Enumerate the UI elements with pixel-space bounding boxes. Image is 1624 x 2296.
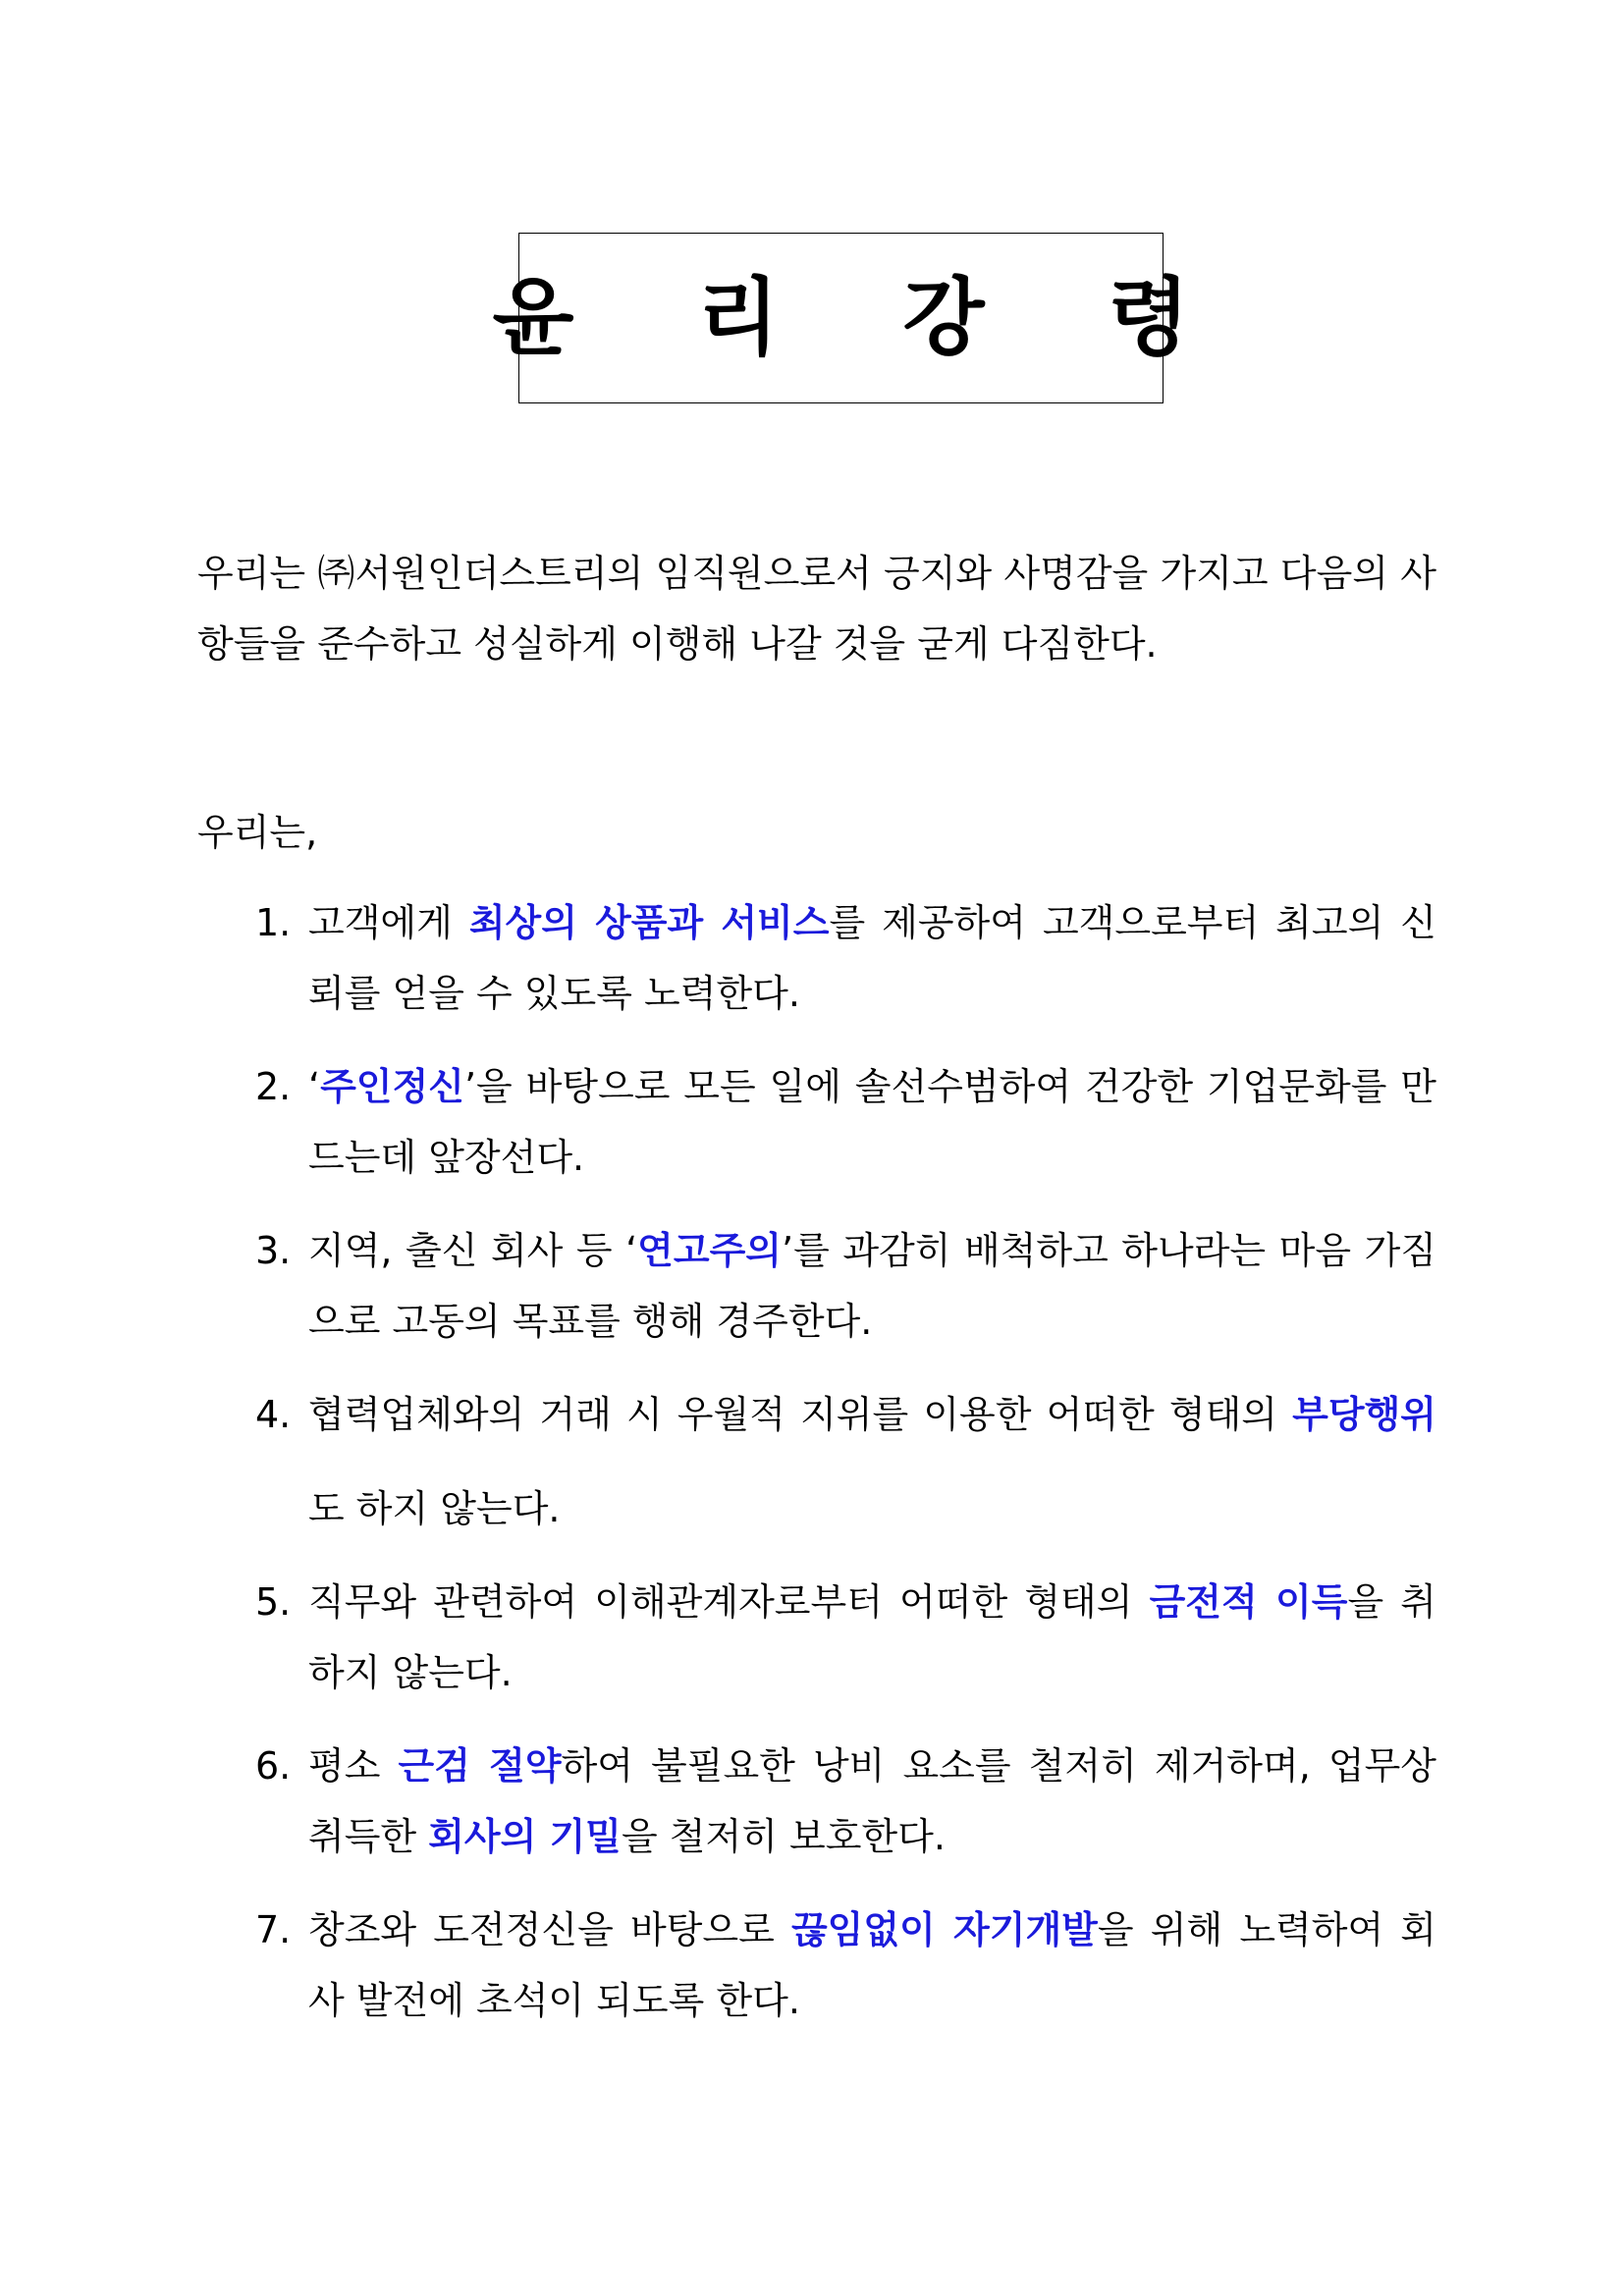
item-number: 3. xyxy=(255,1229,292,1272)
list-lead: 우리는, xyxy=(197,811,318,854)
item-number: 6. xyxy=(255,1744,292,1788)
item-number: 1. xyxy=(255,901,292,944)
item-highlight: 연고주의 xyxy=(637,1229,783,1272)
item-text: 지역, 출신 회사 등 ‘ xyxy=(308,1229,638,1272)
item-text: 창조와 도전정신을 바탕으로 xyxy=(308,1908,791,1951)
item-highlight: 최상의 상품과 서비스 xyxy=(468,901,830,944)
list-item xyxy=(255,1367,1436,1556)
item-highlight: 부당행위 xyxy=(1292,1393,1436,1436)
title-box xyxy=(492,233,1237,403)
item-text: ‘ xyxy=(308,1065,321,1108)
document-title: 윤 리 강 령 xyxy=(492,269,1237,367)
item-highlight: 끊임없이 자기개발 xyxy=(790,1908,1098,1951)
item-text: 하여 불필요한 낭비 요소를 철저히 제거하며, 업무상 취득한 xyxy=(308,1744,1436,1858)
item-highlight: 근검 절약 xyxy=(398,1744,562,1788)
list-item xyxy=(255,1895,1436,2036)
item-number: 4. xyxy=(255,1393,292,1436)
item-highlight: 금전적 이득 xyxy=(1149,1580,1348,1624)
list-item xyxy=(255,1051,1436,1193)
item-text: 을 위해 노력하여 회사 발전에 초석이 되도록 한다. xyxy=(308,1908,1436,2022)
item-text: 을 철저히 보호한다. xyxy=(622,1815,946,1858)
list-item xyxy=(255,1215,1436,1357)
ethics-list xyxy=(255,887,1436,2058)
list-item xyxy=(255,1731,1436,1872)
item-text: 을 취하지 않는다. xyxy=(308,1580,1436,1694)
item-number: 2. xyxy=(255,1065,292,1108)
item-highlight: 회사의 기밀 xyxy=(428,1815,622,1858)
item-text: ’을 바탕으로 모든 일에 솔선수범하여 건강한 기업문화를 만드는데 앞장선다. xyxy=(308,1065,1436,1179)
intro-paragraph: 우리는 ㈜서원인더스트리의 임직원으로서 긍지와 사명감을 가지고 다음의 사항들을 준수하고 성실하게 이행해 나갈 것을 굳게 다짐한다. xyxy=(197,552,1436,666)
item-number: 5. xyxy=(255,1580,292,1624)
item-text: 를 제공하여 고객으로부터 최고의 신뢰를 얻을 수 있도록 노력한다. xyxy=(308,901,1436,1015)
item-number: 7. xyxy=(255,1908,292,1951)
list-item xyxy=(255,887,1436,1029)
list-item xyxy=(255,1567,1436,1708)
item-text: 직무와 관련하여 이해관계자로부터 어떠한 형태의 xyxy=(308,1580,1150,1624)
item-text: 협력업체와의 거래 시 우월적 지위를 이용한 어떠한 형태의 xyxy=(308,1393,1293,1436)
item-text: 도 하지 않는다. xyxy=(308,1487,561,1530)
item-text: ’를 과감히 배척하고 하나라는 마음 가짐으로 고동의 목표를 행해 경주한다. xyxy=(308,1229,1436,1343)
item-text: 평소 xyxy=(308,1744,399,1788)
item-highlight: 주인정신 xyxy=(320,1065,464,1108)
item-text: 고객에게 xyxy=(308,901,469,944)
